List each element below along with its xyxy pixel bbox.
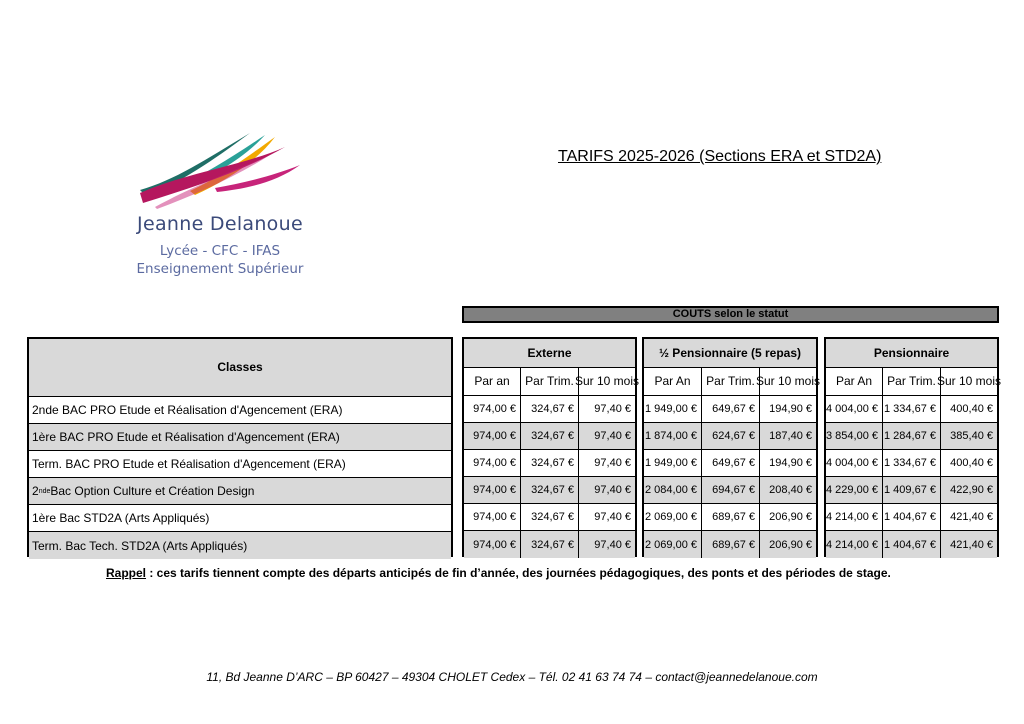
price-cell: 974,00 €: [464, 396, 521, 422]
price-cell: 694,67 €: [702, 477, 760, 503]
price-cell: 649,67 €: [702, 396, 760, 422]
price-cell: 421,40 €: [950, 538, 993, 551]
price-cell: 4 004,00 €: [826, 450, 883, 476]
pens-subheader: [826, 368, 1002, 396]
price-cell: 689,67 €: [702, 504, 760, 530]
class-rows: [29, 397, 451, 559]
couts-header: COUTS selon le statut: [462, 306, 999, 323]
classes-header: Classes: [29, 339, 451, 397]
externe-rows: [464, 396, 635, 558]
table-row: [826, 450, 997, 477]
price-cell: 187,40 €: [769, 430, 812, 442]
price-cell: 1 874,00 €: [644, 423, 702, 449]
price-cell: 649,67 €: [702, 450, 760, 476]
col-par-an: Par an: [464, 368, 521, 395]
price-cell: 206,90 €: [769, 511, 812, 523]
price-cell: 1 404,67 €: [883, 504, 941, 530]
col-sur-10-mois: Sur 10 mois: [755, 374, 821, 388]
col-sur-10-mois: Sur 10 mois: [936, 374, 1002, 388]
price-cell: 974,00 €: [464, 477, 521, 503]
col-par-trim: Par Trim.: [702, 368, 760, 395]
col-par-trim: Par Trim.: [883, 368, 941, 395]
price-cell: 206,90 €: [769, 538, 812, 551]
price-cell: 974,00 €: [464, 423, 521, 449]
school-logo: [110, 125, 330, 285]
pens-rows: [826, 396, 997, 558]
table-row: [826, 504, 997, 531]
logo-subtitle-2: Enseignement Supérieur: [136, 261, 304, 277]
pens-header: Pensionnaire: [826, 339, 997, 368]
class-row: [29, 478, 451, 505]
table-row: [464, 504, 635, 531]
price-cell: 4 004,00 €: [826, 396, 883, 422]
table-row: [644, 477, 816, 504]
price-cell: 324,67 €: [521, 477, 579, 503]
price-cell: 974,00 €: [464, 450, 521, 476]
table-row: [644, 423, 816, 450]
price-cell: 400,40 €: [950, 403, 993, 415]
price-cell: 194,90 €: [769, 403, 812, 415]
price-cell: 385,40 €: [950, 430, 993, 442]
demi-rows: [644, 396, 816, 558]
price-cell: 421,40 €: [950, 511, 993, 523]
price-cell: 97,40 €: [594, 484, 631, 496]
price-cell: 324,67 €: [521, 396, 579, 422]
class-name: Term. Bac Tech. STD2A (Arts Appliqués): [32, 538, 248, 553]
rappel-text: : ces tarifs tiennent compte des départs anticipés de fin d’année, des journées pédagogiques, des ponts et des périodes de stage.: [146, 566, 891, 580]
price-cell: 1 409,67 €: [883, 477, 941, 503]
table-row: [826, 423, 997, 450]
price-cell: 1 949,00 €: [644, 396, 702, 422]
table-row: [464, 423, 635, 450]
price-cell: 974,00 €: [464, 531, 521, 558]
externe-subheader: [464, 368, 640, 396]
footer-address: 11, Bd Jeanne D’ARC – BP 60427 – 49304 CHOLET Cedex – Tél. 02 41 63 74 74 – contact@jeannedelanoue.com: [206, 670, 818, 684]
table-row: [464, 531, 635, 558]
price-cell: 324,67 €: [521, 450, 579, 476]
class-name: 1ère BAC PRO Etude et Réalisation d'Agencement (ERA): [32, 430, 340, 444]
price-cell: 97,40 €: [594, 511, 631, 523]
price-cell: 1 949,00 €: [644, 450, 702, 476]
externe-group: [462, 337, 640, 557]
table-row: [464, 477, 635, 504]
price-cell: 97,40 €: [594, 538, 631, 551]
table-row: [464, 396, 635, 423]
price-cell: 208,40 €: [769, 484, 812, 496]
col-par-trim: Par Trim.: [521, 368, 579, 395]
price-cell: 1 284,67 €: [883, 423, 941, 449]
table-row: [644, 450, 816, 477]
demi-subheader: [644, 368, 821, 396]
price-cell: 1 404,67 €: [883, 531, 941, 558]
price-cell: 1 334,67 €: [883, 396, 941, 422]
price-cell: 689,67 €: [702, 531, 760, 558]
class-name: 2: [32, 484, 39, 498]
price-cell: 2 084,00 €: [644, 477, 702, 503]
class-name: 2nde BAC PRO Etude et Réalisation d'Agencement (ERA): [32, 403, 343, 417]
demi-pensionnaire-group: [642, 337, 821, 557]
price-cell: 974,00 €: [464, 504, 521, 530]
price-cell: 422,90 €: [950, 484, 993, 496]
price-cell: 4 214,00 €: [826, 531, 883, 558]
table-row: [644, 396, 816, 423]
class-row: [29, 505, 451, 532]
class-name: 1ère Bac STD2A (Arts Appliqués): [32, 511, 210, 525]
price-cell: 2 069,00 €: [644, 531, 702, 558]
class-row: [29, 451, 451, 478]
class-name-rest: Bac Option Culture et Création Design: [50, 484, 255, 498]
price-cell: 324,67 €: [521, 423, 579, 449]
table-row: [826, 531, 997, 558]
price-cell: 194,90 €: [769, 457, 812, 469]
price-cell: 4 214,00 €: [826, 504, 883, 530]
logo-subtitle-1: Lycée - CFC - IFAS: [159, 243, 281, 259]
col-par-an: Par An: [826, 368, 883, 395]
classes-column: [27, 337, 453, 557]
price-cell: 97,40 €: [594, 430, 631, 442]
logo-name: Jeanne Delanoue: [137, 213, 303, 235]
class-row: [29, 424, 451, 451]
price-cell: 400,40 €: [950, 457, 993, 469]
table-row: [464, 450, 635, 477]
table-row: [826, 477, 997, 504]
price-cell: 624,67 €: [702, 423, 760, 449]
price-cell: 324,67 €: [521, 531, 579, 558]
price-cell: 1 334,67 €: [883, 450, 941, 476]
col-sur-10-mois: Sur 10 mois: [574, 374, 640, 388]
pensionnaire-group: [824, 337, 1002, 557]
table-row: [826, 396, 997, 423]
price-cell: 324,67 €: [521, 504, 579, 530]
price-cell: 2 069,00 €: [644, 504, 702, 530]
price-cell: 3 854,00 €: [826, 423, 883, 449]
page-title: TARIFS 2025-2026 (Sections ERA et STD2A): [558, 148, 882, 165]
price-cell: 4 229,00 €: [826, 477, 883, 503]
class-name-sup: nde: [38, 487, 51, 495]
price-cell: 97,40 €: [594, 403, 631, 415]
class-row: [29, 532, 451, 559]
class-name: Term. BAC PRO Etude et Réalisation d'Agencement (ERA): [32, 457, 346, 471]
rappel-label: Rappel: [106, 566, 147, 580]
rappel-note: [106, 566, 891, 580]
externe-header: Externe: [464, 339, 635, 368]
price-cell: 97,40 €: [594, 457, 631, 469]
col-par-an: Par An: [644, 368, 702, 395]
table-row: [644, 504, 816, 531]
logo-swoosh-icon: [135, 125, 305, 210]
demi-header: ½ Pensionnaire (5 repas): [644, 339, 816, 368]
class-row: [29, 397, 451, 424]
table-row: [644, 531, 816, 558]
